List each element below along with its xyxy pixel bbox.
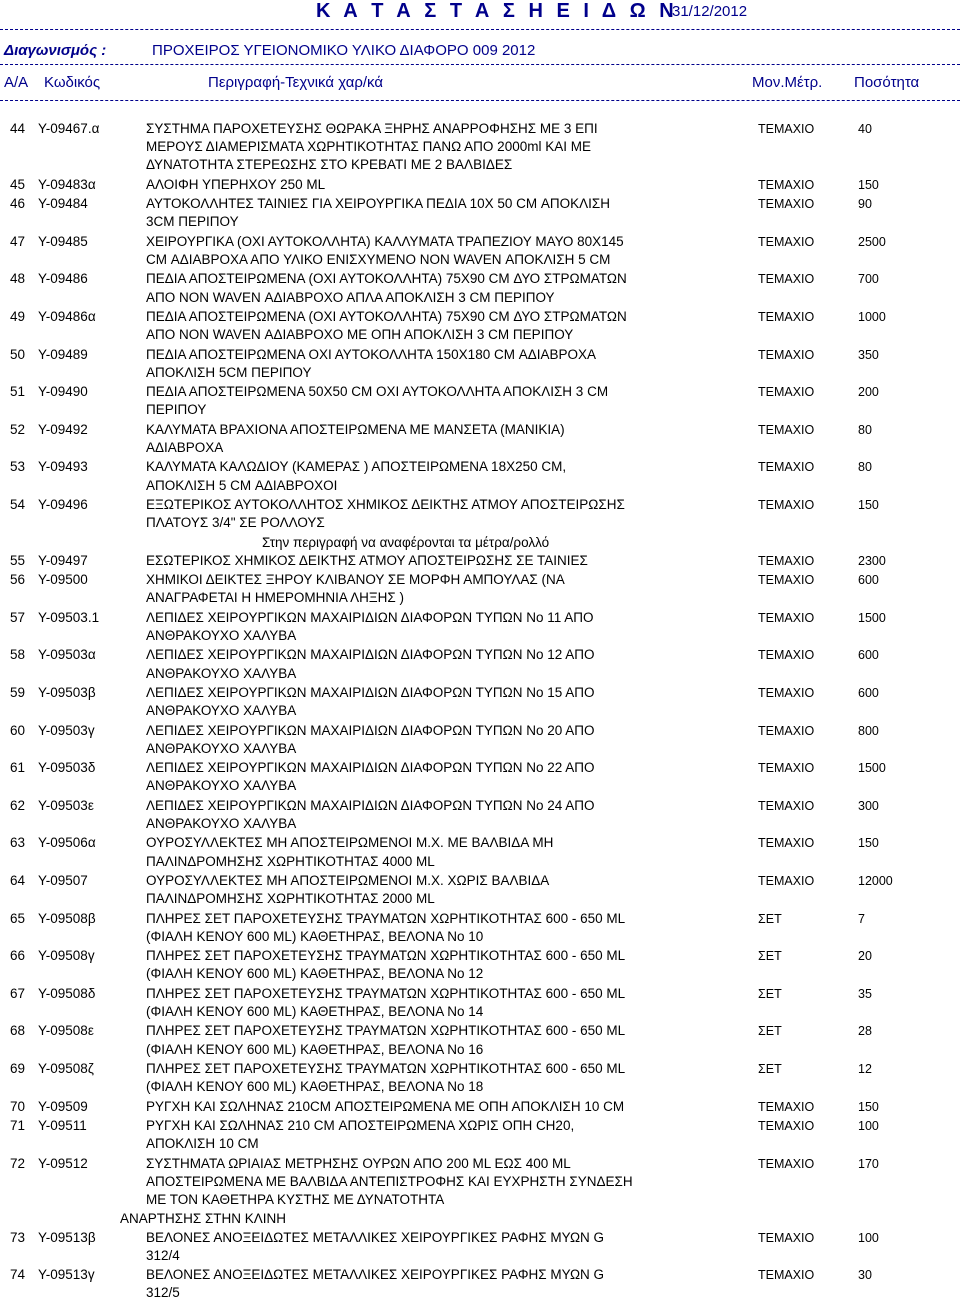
item-code: Υ-09506α — [38, 835, 96, 851]
quantity: 150 — [858, 1099, 879, 1114]
item-description-line: ΑΝΘΡΑΚΟΥΧΟ ΧΑΛΥΒΑ — [146, 703, 297, 719]
item-description-line: ΑΠΟΣΤΕΙΡΩΜΕΝΑ ΜΕ ΒΑΛΒΙΔΑ ΑΝΤΕΠΙΣΤΡΟΦΗΣ ΚΑΙ ΕΥΧΡΗΣΤΗ ΣΥΝΔΕΣΗ — [146, 1173, 633, 1189]
item-description-line: ΛΕΠΙΔΕΣ ΧΕΙΡΟΥΡΓΙΚΩΝ ΜΑΧΑΙΡΙΔΙΩΝ ΔΙΑΦΟΡΩΝ ΤΥΠΩΝ Νο 11 ΑΠΟ — [146, 609, 594, 625]
item-code: Υ-09485 — [38, 233, 88, 249]
item-description-line: ΛΕΠΙΔΕΣ ΧΕΙΡΟΥΡΓΙΚΩΝ ΜΑΧΑΙΡΙΔΙΩΝ ΔΙΑΦΟΡΩΝ ΤΥΠΩΝ Νο 20 ΑΠΟ — [146, 722, 595, 738]
row-number: 70 — [10, 1098, 26, 1114]
quantity: 1500 — [858, 761, 886, 776]
item-description-line: ΑΝΑΓΡΑΦΕΤΑΙ Η ΗΜΕΡΟΜΗΝΙΑ ΛΗΞΗΣ ) — [146, 590, 404, 606]
unit-of-measure: ΤΕΜΑΧΙΟ — [758, 836, 815, 851]
divider-mid — [0, 64, 960, 65]
row-number: 55 — [10, 552, 26, 568]
quantity: 1500 — [858, 610, 886, 625]
row-number: 44 — [10, 121, 26, 136]
tender-value: ΠΡΟΧΕΙΡΟΣ ΥΓΕΙΟΝΟΜΙΚΟ ΥΛΙΚΟ ΔΙΑΦΟΡΟ 009 2012 — [152, 42, 536, 59]
unit-of-measure: ΣΕΤ — [758, 911, 782, 926]
quantity: 800 — [858, 723, 879, 738]
unit-of-measure: ΤΕΜΑΧΙΟ — [758, 197, 815, 212]
quantity: 1000 — [858, 310, 886, 324]
quantity: 600 — [858, 648, 879, 663]
item-code: Υ-09509 — [38, 1098, 88, 1114]
item-description-line: ΑΠΟ NON WAVEN ΑΔΙΑΒΡΟΧΟ ΑΠΛΑ ΑΠΟΚΛΙΣΗ 3 CM ΠΕΡΙΠΟΥ — [146, 289, 555, 305]
row-number: 51 — [10, 384, 26, 400]
item-description-line: ΛΕΠΙΔΕΣ ΧΕΙΡΟΥΡΓΙΚΩΝ ΜΑΧΑΙΡΙΔΙΩΝ ΔΙΑΦΟΡΩΝ ΤΥΠΩΝ Νο 22 ΑΠΟ — [146, 760, 595, 776]
unit-of-measure: ΤΕΜΑΧΙΟ — [758, 422, 815, 437]
report-title: Κ Α Τ Α Σ Τ Α Σ Η Ε Ι Δ Ω Ν — [316, 0, 678, 22]
unit-of-measure: ΤΕΜΑΧΙΟ — [758, 1119, 815, 1133]
unit-of-measure: ΤΕΜΑΧΙΟ — [758, 648, 815, 663]
item-description-line: ΑΠΟΚΛΙΣΗ 5CM ΠΕΡΙΠΟΥ — [146, 364, 312, 380]
quantity: 7 — [858, 911, 865, 926]
row-number: 57 — [10, 609, 26, 625]
row-number: 54 — [10, 497, 26, 512]
item-description-line: (ΦΙΑΛΗ ΚΕΝΟΥ 600 ML) ΚΑΘΕΤΗΡΑΣ, ΒΕΛΟΝΑ No 14 — [146, 1003, 484, 1019]
item-description-line: (ΦΙΑΛΗ ΚΕΝΟΥ 600 ML) ΚΑΘΕΤΗΡΑΣ, ΒΕΛΟΝΑ No 10 — [146, 928, 484, 944]
item-description-line: ΕΣΩΤΕΡΙΚΟΣ ΧΗΜΙΚΟΣ ΔΕΙΚΤΗΣ ΑΤΜΟΥ ΑΠΟΣΤΕΙΡΩΣΗΣ ΣΕ ΤΑΙΝΙΕΣ — [146, 552, 588, 568]
item-description-line: ΑΝΘΡΑΚΟΥΧΟ ΧΑΛΥΒΑ — [146, 815, 297, 831]
row-number: 64 — [10, 873, 26, 888]
item-description-line: ΑΝΘΡΑΚΟΥΧΟ ΧΑΛΥΒΑ — [146, 665, 297, 681]
item-code: Υ-09508ε — [38, 1023, 94, 1039]
item-description-line: ΑΔΙΑΒΡΟΧΑ — [146, 439, 224, 455]
row-number: 69 — [10, 1061, 26, 1076]
quantity: 150 — [858, 836, 879, 851]
item-description-line: ΜΕ ΤΟΝ ΚΑΘΕΤΗΡΑ ΚΥΣΤΗΣ ΜΕ ΔΥΝΑΤΟΤΗΤΑ — [146, 1191, 445, 1207]
item-description-line: 3CM ΠΕΡΙΠΟΥ — [146, 214, 239, 230]
item-description-line: ΑΥΤΟΚΟΛΛΗΤΕΣ ΤΑΙΝΙΕΣ ΓΙΑ ΧΕΙΡΟΥΡΓΙΚΑ ΠΕΔΙΑ 10Χ 50 CM ΑΠΟΚΛΙΣΗ — [146, 196, 611, 212]
unit-of-measure: ΤΕΜΑΧΙΟ — [758, 1268, 815, 1283]
unit-of-measure: ΤΕΜΑΧΙΟ — [758, 460, 815, 475]
item-description-line: (ΦΙΑΛΗ ΚΕΝΟΥ 600 ML) ΚΑΘΕΤΗΡΑΣ, ΒΕΛΟΝΑ No 16 — [146, 1041, 484, 1057]
item-description-line: ΛΕΠΙΔΕΣ ΧΕΙΡΟΥΡΓΙΚΩΝ ΜΑΧΑΙΡΙΔΙΩΝ ΔΙΑΦΟΡΩΝ ΤΥΠΩΝ Νο 15 ΑΠΟ — [146, 685, 595, 700]
divider-bottom — [0, 100, 960, 101]
unit-of-measure: ΣΕΤ — [758, 986, 782, 1001]
tender-line — [4, 42, 536, 59]
item-description-line: ΑΛΟΙΦΗ ΥΠΕΡΗΧΟΥ 250 ML — [146, 176, 326, 192]
item-description-line: ΛΕΠΙΔΕΣ ΧΕΙΡΟΥΡΓΙΚΩΝ ΜΑΧΑΙΡΙΔΙΩΝ ΔΙΑΦΟΡΩΝ ΤΥΠΩΝ Νο 12 ΑΠΟ — [146, 647, 595, 663]
item-code: Υ-09483α — [38, 176, 96, 192]
quantity: 28 — [858, 1024, 872, 1039]
item-code: Υ-09508β — [38, 910, 96, 926]
row-number: 53 — [10, 459, 26, 475]
item-code: Υ-09490 — [38, 384, 88, 400]
unit-of-measure: ΤΕΜΑΧΙΟ — [758, 1099, 815, 1114]
item-description-line: (ΦΙΑΛΗ ΚΕΝΟΥ 600 ML) ΚΑΘΕΤΗΡΑΣ, ΒΕΛΟΝΑ No 12 — [146, 966, 484, 982]
row-number: 71 — [10, 1118, 26, 1133]
row-number: 61 — [10, 760, 26, 776]
quantity: 40 — [858, 122, 872, 136]
row-number: 60 — [10, 722, 26, 738]
divider-top — [0, 29, 960, 30]
row-number: 65 — [10, 910, 26, 926]
row-number: 56 — [10, 572, 26, 588]
item-code: Υ-09486α — [38, 309, 96, 324]
item-code: Υ-09503δ — [38, 760, 96, 776]
quantity: 200 — [858, 385, 879, 400]
quantity: 2500 — [858, 234, 886, 249]
unit-of-measure: ΤΕΜΑΧΙΟ — [758, 310, 815, 324]
item-code: Υ-09507 — [38, 873, 88, 888]
tender-label: Διαγωνισμός : — [4, 42, 107, 59]
row-number: 59 — [10, 685, 26, 700]
row-number: 63 — [10, 835, 26, 851]
item-description-line: ΑΝΘΡΑΚΟΥΧΟ ΧΑΛΥΒΑ — [146, 740, 297, 756]
quantity: 150 — [858, 177, 879, 192]
quantity: 35 — [858, 986, 872, 1001]
item-description-line: ΛΕΠΙΔΕΣ ΧΕΙΡΟΥΡΓΙΚΩΝ ΜΑΧΑΙΡΙΔΙΩΝ ΔΙΑΦΟΡΩΝ ΤΥΠΩΝ Νο 24 ΑΠΟ — [146, 797, 595, 813]
row-number: 74 — [10, 1267, 26, 1283]
item-description-line: 312/5 — [146, 1285, 180, 1301]
item-code: Υ-09512 — [38, 1155, 88, 1171]
quantity: 300 — [858, 798, 879, 813]
item-description-line: ΟΥΡΟΣΥΛΛΕΚΤΕΣ ΜΗ ΑΠΟΣΤΕΙΡΩΜΕΝΟΙ Μ.Χ. ΧΩΡΙΣ ΒΑΛΒΙΔΑ — [146, 873, 550, 888]
item-description-line: ΠΛΗΡΕΣ ΣΕΤ ΠΑΡΟΧΕΤΕΥΣΗΣ ΤΡΑΥΜΑΤΩΝ ΧΩΡΗΤΙΚΟΤΗΤΑΣ 600 - 650 ML — [146, 1061, 626, 1076]
item-description-line: ΠΛΗΡΕΣ ΣΕΤ ΠΑΡΟΧΕΤΕΥΣΗΣ ΤΡΑΥΜΑΤΩΝ ΧΩΡΗΤΙΚΟΤΗΤΑΣ 600 - 650 ML — [146, 1023, 626, 1039]
unit-of-measure: ΤΕΜΑΧΙΟ — [758, 122, 815, 136]
unit-of-measure: ΤΕΜΑΧΙΟ — [758, 234, 815, 249]
item-code: Υ-09503ε — [38, 797, 94, 813]
item-description-line: ΚΑΛΥΜΑΤΑ ΒΡΑΧΙΟΝΑ ΑΠΟΣΤΕΙΡΩΜΕΝΑ ΜΕ ΜΑΝΣΕΤΑ (ΜΑΝΙΚΙΑ) — [146, 421, 565, 437]
unit-of-measure: ΤΕΜΑΧΙΟ — [758, 573, 815, 588]
item-code: Υ-09503α — [38, 647, 96, 663]
col-header-unit: Μον.Μέτρ. — [752, 74, 823, 91]
item-description-line: (ΦΙΑΛΗ ΚΕΝΟΥ 600 ML) ΚΑΘΕΤΗΡΑΣ, ΒΕΛΟΝΑ No 18 — [146, 1079, 484, 1095]
item-description-line: ΠΕΔΙΑ ΑΠΟΣΤΕΙΡΩΜΕΝΑ (ΟΧΙ ΑΥΤΟΚΟΛΛΗΤΑ) 75Χ90 CM ΔΥΟ ΣΤΡΩΜΑΤΩΝ — [146, 309, 627, 324]
quantity: 20 — [858, 949, 872, 964]
unit-of-measure: ΤΕΜΑΧΙΟ — [758, 761, 815, 776]
item-description-line: ΕΞΩΤΕΡΙΚΟΣ ΑΥΤΟΚΟΛΛΗΤΟΣ ΧΗΜΙΚΟΣ ΔΕΙΚΤΗΣ ΑΤΜΟΥ ΑΠΟΣΤΕΙΡΩΣΗΣ — [146, 497, 625, 512]
item-description-line: ΚΑΛΥΜΑΤΑ ΚΑΛΩΔΙΟΥ (ΚΑΜΕΡΑΣ ) ΑΠΟΣΤΕΙΡΩΜΕΝΑ 18Χ250 CM, — [146, 459, 567, 475]
item-description-line: ΣΥΣΤΗΜΑΤΑ ΩΡΙΑΙΑΣ ΜΕΤΡΗΣΗΣ ΟΥΡΩΝ ΑΠΟ 200 ML ΕΩΣ 400 ML — [146, 1155, 571, 1171]
item-description-line: ΧΕΙΡΟΥΡΓΙΚΑ (ΟΧΙ ΑΥΤΟΚΟΛΛΗΤΑ) ΚΑΛΛΥΜΑΤΑ ΤΡΑΠΕΖΙΟΥ ΜΑΥΟ 80Χ145 — [146, 233, 624, 249]
item-code: Υ-09493 — [38, 459, 88, 475]
row-number: 47 — [10, 233, 26, 249]
unit-of-measure: ΣΕΤ — [758, 1024, 782, 1039]
item-description-line: ΧΗΜΙΚΟΙ ΔΕΙΚΤΕΣ ΞΗΡΟΥ ΚΛΙΒΑΝΟΥ ΣΕ ΜΟΡΦΗ ΑΜΠΟΥΛΑΣ (ΝΑ — [146, 572, 565, 588]
row-number: 73 — [10, 1229, 26, 1245]
item-code: Υ-09497 — [38, 552, 88, 568]
quantity: 600 — [858, 573, 879, 588]
item-code: Υ-09508γ — [38, 948, 95, 964]
quantity: 12000 — [858, 874, 893, 888]
col-header-qty: Ποσότητα — [854, 74, 920, 91]
table-note: Στην περιγραφή να αναφέρονται τα μέτρα/ρολλό — [262, 534, 550, 550]
unit-of-measure: ΤΕΜΑΧΙΟ — [758, 874, 815, 888]
unit-of-measure: ΤΕΜΑΧΙΟ — [758, 177, 815, 192]
item-description-line: ΠΛΗΡΕΣ ΣΕΤ ΠΑΡΟΧΕΤΕΥΣΗΣ ΤΡΑΥΜΑΤΩΝ ΧΩΡΗΤΙΚΟΤΗΤΑΣ 600 - 650 ML — [146, 985, 626, 1001]
quantity: 2300 — [858, 553, 886, 568]
item-description-line: ΑΠΟ NON WAVEN ΑΔΙΑΒΡΟΧΟ ΜΕ ΟΠΗ ΑΠΟΚΛΙΣΗ 3 CM ΠΕΡΙΠΟΥ — [146, 327, 574, 343]
item-description-line: ΜΕΡΟΥΣ ΔΙΑΜΕΡΙΣΜΑΤΑ ΧΩΡΗΤΙΚΟΤΗΤΑΣ ΠΑΝΩ ΑΠΟ 2000ml ΚΑΙ ΜΕ — [146, 139, 591, 155]
unit-of-measure: ΤΕΜΑΧΙΟ — [758, 272, 815, 287]
row-number: 49 — [10, 309, 26, 324]
item-code: Υ-09496 — [38, 497, 88, 512]
row-number: 46 — [10, 196, 26, 212]
quantity: 30 — [858, 1268, 872, 1283]
row-number: 72 — [10, 1155, 26, 1171]
item-description-line: ΡΥΓΧΗ ΚΑΙ ΣΩΛΗΝΑΣ 210 CM ΑΠΟΣΤΕΙΡΩΜΕΝΑ ΧΩΡΙΣ ΟΠΗ CH20, — [146, 1118, 575, 1133]
item-code: Υ-09486 — [38, 271, 88, 287]
row-number: 52 — [10, 421, 26, 437]
row-number: 67 — [10, 985, 26, 1001]
row-number: 58 — [10, 647, 26, 663]
quantity: 80 — [858, 460, 872, 475]
item-description-line: ΠΛΑΤΟΥΣ 3/4" ΣΕ ΡΟΛΛΟΥΣ — [146, 515, 325, 531]
row-number: 68 — [10, 1023, 26, 1039]
item-description-line: ΠΛΗΡΕΣ ΣΕΤ ΠΑΡΟΧΕΤΕΥΣΗΣ ΤΡΑΥΜΑΤΩΝ ΧΩΡΗΤΙΚΟΤΗΤΑΣ 600 - 650 ML — [146, 948, 626, 964]
item-code: Υ-09511 — [38, 1118, 87, 1133]
quantity: 90 — [858, 197, 872, 212]
item-description-line: ΠΕΔΙΑ ΑΠΟΣΤΕΙΡΩΜΕΝΑ ΟΧΙ ΑΥΤΟΚΟΛΛΗΤΑ 150Χ180 CM ΑΔΙΑΒΡΟΧΑ — [146, 346, 596, 362]
item-code: Υ-09503.1 — [38, 609, 100, 625]
item-description-line: ΠΕΔΙΑ ΑΠΟΣΤΕΙΡΩΜΕΝΑ (ΟΧΙ ΑΥΤΟΚΟΛΛΗΤΑ) 75Χ90 CM ΔΥΟ ΣΤΡΩΜΑΤΩΝ — [146, 271, 627, 287]
item-code: Υ-09513γ — [38, 1267, 95, 1283]
quantity: 700 — [858, 272, 879, 287]
item-description-line: ΒΕΛΟΝΕΣ ΑΝΟΞΕΙΔΩΤΕΣ ΜΕΤΑΛΛΙΚΕΣ ΧΕΙΡΟΥΡΓΙΚΕΣ ΡΑΦΗΣ ΜΥΩΝ G — [146, 1229, 605, 1245]
quantity: 150 — [858, 498, 879, 512]
unit-of-measure: ΣΕΤ — [758, 949, 782, 964]
unit-of-measure: ΣΕΤ — [758, 1062, 782, 1076]
item-code: Υ-09489 — [38, 346, 88, 362]
item-description-line: ΣΥΣΤΗΜΑ ΠΑΡΟΧΕΤΕΥΣΗΣ ΘΩΡΑΚΑ ΞΗΡΗΣ ΑΝΑΡΡΟΦΗΣΗΣ ΜΕ 3 ΕΠΙ — [146, 121, 598, 136]
unit-of-measure: ΤΕΜΑΧΙΟ — [758, 723, 815, 738]
item-description-line: ΡΥΓΧΗ ΚΑΙ ΣΩΛΗΝΑΣ 210CM ΑΠΟΣΤΕΙΡΩΜΕΝΑ ΜΕ ΟΠΗ ΑΠΟΚΛΙΣΗ 10 CM — [146, 1098, 625, 1114]
item-description-line: ΒΕΛΟΝΕΣ ΑΝΟΞΕΙΔΩΤΕΣ ΜΕΤΑΛΛΙΚΕΣ ΧΕΙΡΟΥΡΓΙΚΕΣ ΡΑΦΗΣ ΜΥΩΝ G — [146, 1267, 605, 1283]
item-description-line: ΠΛΗΡΕΣ ΣΕΤ ΠΑΡΟΧΕΤΕΥΣΗΣ ΤΡΑΥΜΑΤΩΝ ΧΩΡΗΤΙΚΟΤΗΤΑΣ 600 - 650 ML — [146, 910, 626, 926]
item-code: Υ-09508ζ — [38, 1061, 94, 1076]
unit-of-measure: ΤΕΜΑΧΙΟ — [758, 1230, 815, 1245]
item-description-line: ΠΕΔΙΑ ΑΠΟΣΤΕΙΡΩΜΕΝΑ 50Χ50 CM ΟΧΙ ΑΥΤΟΚΟΛΛΗΤΑ ΑΠΟΚΛΙΣΗ 3 CM — [146, 384, 609, 400]
quantity: 12 — [858, 1062, 872, 1076]
quantity: 100 — [858, 1119, 879, 1133]
unit-of-measure: ΤΕΜΑΧΙΟ — [758, 798, 815, 813]
quantity: 170 — [858, 1156, 879, 1171]
item-description-line: ΠΑΛΙΝΔΡΟΜΗΣΗΣ ΧΩΡΗΤΙΚΟΤΗΤΑΣ 4000 ML — [146, 853, 435, 869]
item-description-line: 312/4 — [146, 1247, 180, 1263]
unit-of-measure: ΤΕΜΑΧΙΟ — [758, 553, 815, 568]
row-number: 45 — [10, 176, 26, 192]
table-note: ΑΝΑΡΤΗΣΗΣ ΣΤΗΝ ΚΛΙΝΗ — [120, 1211, 287, 1227]
unit-of-measure: ΤΕΜΑΧΙΟ — [758, 686, 815, 700]
item-code: Υ-09503γ — [38, 722, 95, 738]
item-description-line: CM ΑΔΙΑΒΡΟΧΑ ΑΠΟ ΥΛΙΚΟ ΕΝΙΣΧΥΜΕΝΟ NON WAVEN ΑΠΟΚΛΙΣΗ 5 CM — [146, 251, 611, 267]
report-date: 31/12/2012 — [672, 3, 748, 20]
item-description-line: ΑΠΟΚΛΙΣΗ 10 CM — [146, 1136, 259, 1152]
quantity: 600 — [858, 686, 879, 700]
quantity: 100 — [858, 1230, 879, 1245]
item-code: Υ-09500 — [38, 572, 88, 588]
col-header-desc: Περιγραφή-Τεχνικά χαρ/κά — [208, 74, 384, 91]
item-code: Υ-09467.α — [38, 121, 100, 136]
unit-of-measure: ΤΕΜΑΧΙΟ — [758, 610, 815, 625]
item-description-line: ΑΝΘΡΑΚΟΥΧΟ ΧΑΛΥΒΑ — [146, 627, 297, 643]
item-description-line: ΟΥΡΟΣΥΛΛΕΚΤΕΣ ΜΗ ΑΠΟΣΤΕΙΡΩΜΕΝΟΙ Μ.Χ. ΜΕ ΒΑΛΒΙΔΑ ΜΗ — [146, 835, 554, 851]
unit-of-measure: ΤΕΜΑΧΙΟ — [758, 1156, 815, 1171]
item-code: Υ-09484 — [38, 196, 88, 212]
item-description-line: ΔΥΝΑΤΟΤΗΤΑ ΣΤΕΡΕΩΣΗΣ ΣΤΟ ΚΡΕΒΑΤΙ ΜΕ 2 ΒΑΛΒΙΔΕΣ — [146, 157, 513, 173]
quantity: 80 — [858, 422, 872, 437]
item-description-line: ΑΝΘΡΑΚΟΥΧΟ ΧΑΛΥΒΑ — [146, 778, 297, 794]
unit-of-measure: ΤΕΜΑΧΙΟ — [758, 498, 815, 512]
row-number: 48 — [10, 271, 26, 287]
item-code: Υ-09503β — [38, 685, 96, 700]
unit-of-measure: ΤΕΜΑΧΙΟ — [758, 385, 815, 400]
row-number: 50 — [10, 346, 26, 362]
col-header-aa: Α/Α — [4, 74, 29, 91]
row-number: 66 — [10, 948, 26, 964]
item-code: Υ-09508δ — [38, 985, 96, 1001]
item-code: Υ-09492 — [38, 421, 88, 437]
item-code: Υ-09513β — [38, 1229, 96, 1245]
unit-of-measure: ΤΕΜΑΧΙΟ — [758, 347, 815, 362]
col-header-code: Κωδικός — [44, 74, 101, 91]
item-description-line: ΠΑΛΙΝΔΡΟΜΗΣΗΣ ΧΩΡΗΤΙΚΟΤΗΤΑΣ 2000 ML — [146, 891, 435, 907]
row-number: 62 — [10, 797, 26, 813]
item-description-line: ΠΕΡΙΠΟΥ — [146, 402, 207, 418]
quantity: 350 — [858, 347, 879, 362]
item-description-line: ΑΠΟΚΛΙΣΗ 5 CM ΑΔΙΑΒΡΟΧΟΙ — [146, 477, 338, 493]
